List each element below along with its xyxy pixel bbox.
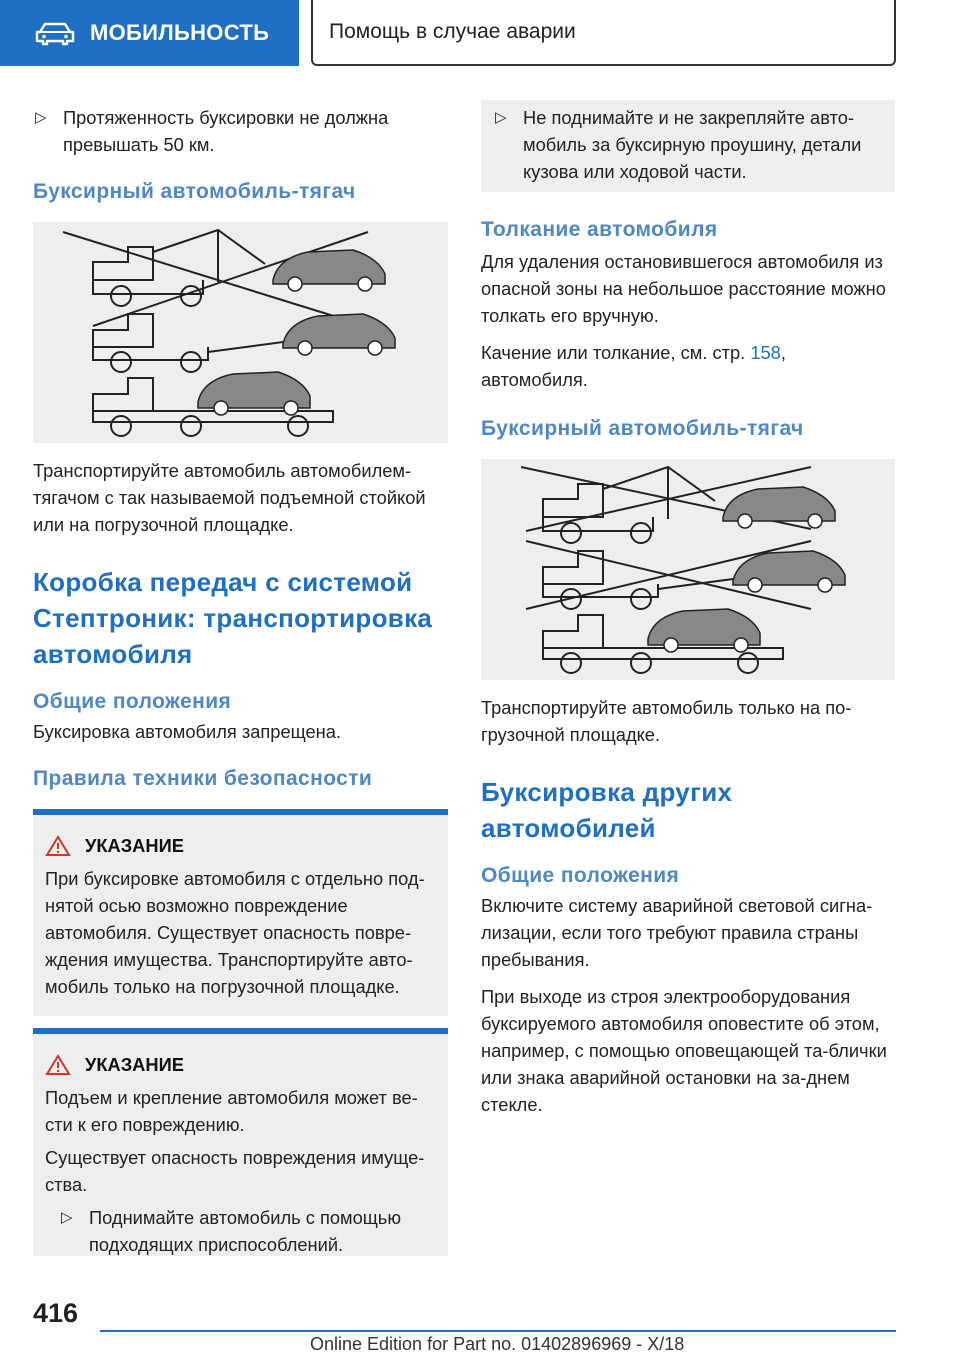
figure-caption: Транспортируйте автомобиль автомобилем-тягачом с так называемой подъемной стойкой или на погрузочной площадке. <box>33 460 426 535</box>
warning-header <box>45 1054 434 1076</box>
list-item-text: Не поднимайте и не закрепляйте авто-мобиль за буксирную проушину, детали кузова или ходовой части. <box>523 107 862 182</box>
footer-rule <box>100 1330 896 1332</box>
general-text: Включите систему аварийной световой сигна-лизации, если того требуют правила страны пребывания. <box>481 895 873 970</box>
warning-triangle-icon <box>45 835 71 857</box>
flatbed-illustration <box>481 459 895 680</box>
car-icon <box>34 20 76 46</box>
warning-text: При буксировке автомобиля с отдельно под-нятой осью возможно повреждение автомобиля. Существует опасность повре-ждения имущества. Транспортируйте авто-мобиль только на погрузочной площадке. <box>45 868 425 997</box>
list-item <box>493 104 881 185</box>
heading-steptronic: Коробка передач с системой Стептроник: транспортировка автомобиля <box>33 567 433 669</box>
right-column <box>481 100 895 1128</box>
heading-other-vehicles: Буксировка других автомобилей <box>481 777 733 843</box>
warning-header <box>45 835 434 857</box>
warning-text: Существует опасность повреждения имуще-ства. <box>45 1147 425 1195</box>
push-text: Для удаления остановившегося автомобиля из опасной зоны на небольшое расстояние можно толкать его вручную. <box>481 251 886 326</box>
page-number: 416 <box>33 1298 79 1328</box>
general-text: Буксировка автомобиля запрещена. <box>33 721 341 742</box>
heading-tow-truck: Буксирный автомобиль-тягач <box>33 180 356 203</box>
note-box <box>481 100 895 192</box>
chapter-title-box <box>311 0 896 66</box>
list-item-text: Поднимайте автомобиль с помощью подходящих приспособлений. <box>89 1207 402 1255</box>
heading-tow-truck-2: Буксирный автомобиль-тягач <box>481 417 804 440</box>
warning-triangle-icon <box>45 1054 71 1076</box>
heading-general-2: Общие положения <box>481 864 680 887</box>
ref-text: Качение или толкание, см. стр. <box>481 342 751 363</box>
triangle-bullet-icon: ▷ <box>35 109 47 126</box>
warning-text: Подъем и крепление автомобиля может ве-сти к его повреждению. <box>45 1087 418 1135</box>
triangle-bullet-icon: ▷ <box>495 109 507 126</box>
warning-box <box>33 1028 448 1256</box>
warning-title: УКАЗАНИЕ <box>85 1054 184 1075</box>
list-item <box>59 1204 434 1258</box>
chapter-title: Помощь в случае аварии <box>329 20 576 43</box>
section-title: МОБИЛЬНОСТЬ <box>90 20 270 45</box>
cross-reference <box>481 339 895 393</box>
left-column <box>33 100 448 1256</box>
heading-general: Общие положения <box>33 690 232 713</box>
triangle-bullet-icon: ▷ <box>61 1209 73 1226</box>
figure-flatbed <box>481 459 895 680</box>
warning-title: УКАЗАНИЕ <box>85 835 184 856</box>
ref-text: автомобиля. <box>481 369 588 390</box>
page-link[interactable]: 158 <box>750 342 781 363</box>
list-item <box>33 104 448 158</box>
ref-text: , <box>780 342 786 363</box>
figure-tow-methods <box>33 222 448 443</box>
heading-push: Толкание автомобиля <box>481 218 718 241</box>
list-item-text: Протяженность буксировки не должна превышать 50 км. <box>63 107 389 155</box>
figure-caption: Транспортируйте автомобиль только на по-грузочной площадке. <box>481 697 852 745</box>
tow-illustration <box>33 222 448 443</box>
warning-box <box>33 809 448 1016</box>
heading-safety: Правила техники безопасности <box>33 767 373 790</box>
edition-footer: Online Edition for Part no. 01402896969 - X/18 <box>310 1334 685 1354</box>
section-tab <box>0 0 299 66</box>
general-text: При выходе из строя электрооборудования буксируемого автомобиля оповестите об этом, например, с помощью оповещающей та-блички или знака аварийной остановки на за-днем стекле. <box>481 986 887 1115</box>
